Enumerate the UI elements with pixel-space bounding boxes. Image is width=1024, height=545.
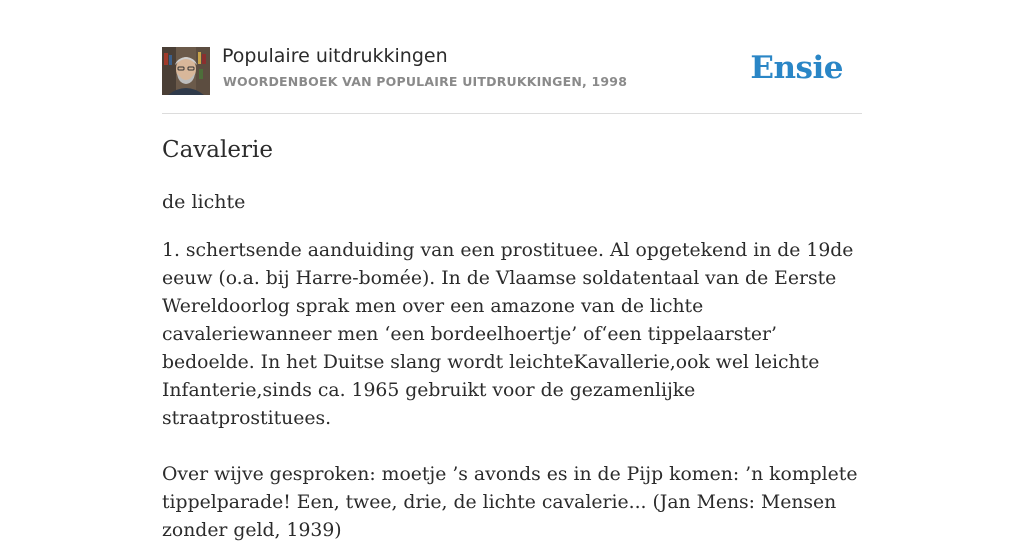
entry-body <box>162 237 862 545</box>
ensie-logo[interactable]: Ensie <box>750 50 843 86</box>
author-name[interactable]: Populaire uitdrukkingen <box>222 45 448 67</box>
page-container <box>162 0 862 114</box>
entry-subtitle: de lichte <box>162 191 246 213</box>
quote-paragraph: Over wijve gesproken: moetje ’s avonds es in de Pijp komen: ’n komplete tippelparade! Een, twee, drie, de lichte cavalerie... (Jan Mens: Mensen zonder geld, 1939) <box>162 464 858 541</box>
source-title: WOORDENBOEK VAN POPULAIRE UITDRUKKINGEN, 1998 <box>223 74 628 89</box>
avatar[interactable] <box>162 47 210 95</box>
page-header <box>162 0 862 114</box>
entry-title: Cavalerie <box>162 137 273 163</box>
definition-paragraph: 1. schertsende aanduiding van een prostituee. Al opgetekend in de 19de eeuw (o.a. bij Harre-bomée). In de Vlaamse soldatentaal van de Eerste Wereldoorlog sprak men over een amazone van de lichte cavaleriewanneer men ‘een bordeelhoertje’ of‘een tippelaarster’ bedoelde. In het Duitse slang wordt leichteKavallerie,ook wel leichte Infanterie,sinds ca. 1965 gebruikt voor de gezamenlijke straatprostituees. <box>162 240 854 429</box>
author-portrait-icon <box>162 47 210 95</box>
